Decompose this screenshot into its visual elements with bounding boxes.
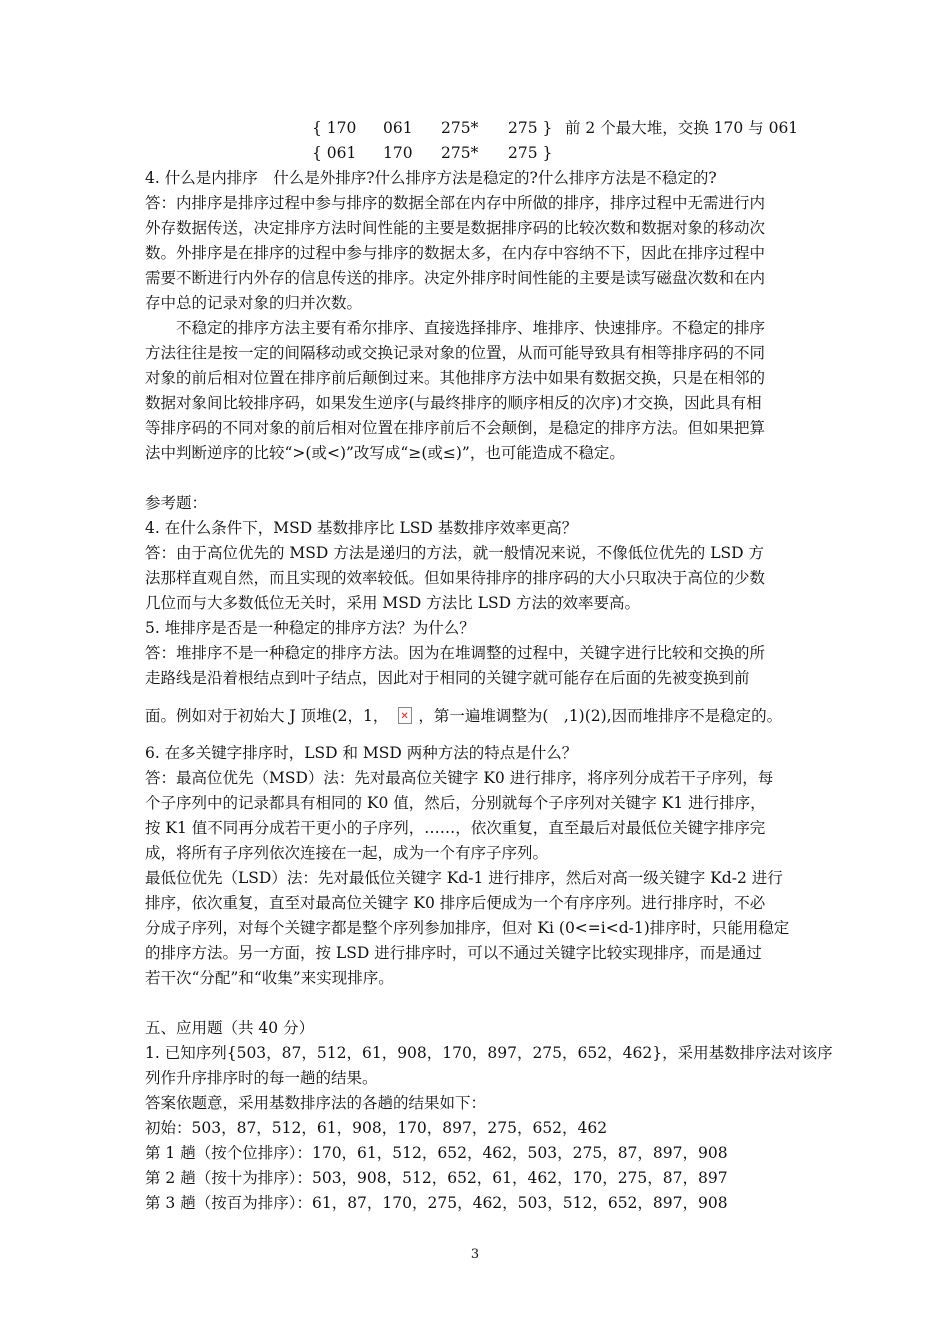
question-4-heading: 4. 什么是内排序 什么是外排序?什么排序方法是稳定的?什么排序方法是不稳定的? (145, 169, 717, 187)
text-line: 法那样直观自然，而且实现的效率较低。但如果待排序的排序码的大小只取决于高位的少数 (145, 569, 766, 587)
question-heading: 6. 在多关键字排序时，LSD 和 MSD 两种方法的特点是什么？ (145, 744, 578, 762)
text-line: 个子序列中的记录都具有相同的 K0 值，然后，分别就每个子序列对关键字 K1 进行排序， (145, 794, 766, 812)
heap-cell: { 170 (312, 119, 357, 137)
text-line: 初始：503，87，512，61，908，170，897，275，652，462 (145, 1119, 608, 1137)
text-line: 最低位优先（LSD）法：先对最低位关键字 Kd-1 进行排序，然后对高一级关键字 Kd-2 进行 (145, 869, 783, 887)
heap-example-line (145, 706, 782, 726)
text-line: 法中判断逆序的比较“>(或<)”改写成“≥(或≤)”，也可能造成不稳定。 (145, 444, 625, 462)
heap-cell: 275 } (508, 119, 553, 137)
text-line: 需要不断进行内外存的信息传送的排序。决定外排序时间性能的主要是读写磁盘次数和在内 (145, 269, 766, 287)
text-line: 列作升序排序时的每一趟的结果。 (145, 1069, 378, 1087)
text-line: 数。外排序是在排序的过程中参与排序的数据太多，在内存中容纳不下，因此在排序过程中 (145, 244, 766, 262)
text-line: 成，将所有子序列依次连接在一起，成为一个有序子序列。 (145, 844, 549, 862)
text-line: 第 3 趟（按百为排序）：61，87，170，275，462，503，512，652，897，908 (145, 1194, 728, 1212)
text-line: 数据对象间比较排序码，如果发生逆序(与最终排序的顺序相反的次序)才交换，因此具有相 (145, 394, 762, 412)
text-line: 排序，依次重复，直至对最高位关键字 K0 排序后便成为一个有序序列。进行排序时，不必 (145, 894, 766, 912)
heap-cell: 170 (383, 144, 413, 162)
text-line: 几位而与大多数低位无关时，采用 MSD 方法比 LSD 方法的效率要高。 (145, 594, 640, 612)
reference-heading: 参考题： (145, 494, 208, 512)
text-line: 答案依题意，采用基数排序法的各趟的结果如下： (145, 1094, 487, 1112)
text-fragment: 面。例如对于初始大 J 顶堆(2，1， (145, 707, 389, 725)
text-line: 答：内排序是排序过程中参与排序的数据全部在内存中所做的排序，排序过程中无需进行内 (145, 194, 766, 212)
text-line: 答：由于高位优先的 MSD 方法是递归的方法，就一般情况来说，不像低位优先的 LSD 方 (145, 544, 764, 562)
page-number: 3 (470, 1247, 480, 1262)
heap-note: 前 2 个最大堆，交换 170 与 061 (565, 119, 799, 137)
heap-cell: 061 (383, 119, 413, 137)
heap-cell: 275* (441, 144, 479, 162)
section-heading: 五、应用题（共 40 分） (145, 1019, 315, 1037)
question-heading: 4. 在什么条件下，MSD 基数排序比 LSD 基数排序效率更高？ (145, 519, 578, 537)
heap-cell: 275 } (508, 144, 553, 162)
text-line: 存中总的记录对象的归并次数。 (145, 294, 363, 312)
text-line: 分成子序列，对每个关键字都是整个序列参加排序，但对 Ki (0<=i<d-1)排序时，只能用稳定 (145, 919, 790, 937)
text-line: 方法往往是按一定的间隔移动或交换记录对象的位置，从而可能导致具有相等排序码的不同 (145, 344, 766, 362)
text-line: 答：最高位优先（MSD）法：先对最高位关键字 K0 进行排序，将序列分成若干子序列，每 (145, 769, 774, 787)
heap-cell: 275* (441, 119, 479, 137)
text-line: 的排序方法。另一方面，按 LSD 进行排序时，可以不通过关键字比较实现排序，而是通过 (145, 944, 762, 962)
question-heading: 5. 堆排序是否是一种稳定的排序方法？为什么？ (145, 619, 475, 637)
text-line: 对象的前后相对位置在排序前后颠倒过来。其他排序方法中如果有数据交换，只是在相邻的 (145, 369, 766, 387)
text-line: 不稳定的排序方法主要有希尔排序、直接选择排序、堆排序、快速排序。不稳定的排序 (145, 319, 766, 337)
text-line: 走路线是沿着根结点到叶子结点，因此对于相同的关键字就可能存在后面的先被变换到前 (145, 669, 750, 687)
broken-image-icon (398, 707, 412, 724)
text-fragment: ，第一遍堆调整为( ,1)(2),因而堆排序不是稳定的。 (418, 707, 783, 725)
text-line: 若干次“分配”和“收集”来实现排序。 (145, 969, 394, 987)
text-line: 外存数据传送，决定排序方法时间性能的主要是数据排序码的比较次数和数据对象的移动次 (145, 219, 766, 237)
text-line: 按 K1 值不同再分成若干更小的子序列，……，依次重复，直至最后对最低位关键字排序完 (145, 819, 766, 837)
text-line: 第 1 趟（按个位排序）：170，61，512，652，462，503，275，87，897，908 (145, 1144, 728, 1162)
text-line: 答：堆排序不是一种稳定的排序方法。因为在堆调整的过程中，关键字进行比较和交换的所 (145, 644, 766, 662)
heap-cell: { 061 (312, 144, 357, 162)
text-line: 1. 已知序列{503，87，512，61，908，170，897，275，652，462}，采用基数排序法对该序 (145, 1044, 833, 1062)
text-line: 等排序码的不同对象的前后相对位置在排序前后不会颠倒，是稳定的排序方法。但如果把算 (145, 419, 766, 437)
text-line: 第 2 趟（按十为排序）：503，908，512，652，61，462，170，275，87，897 (145, 1169, 728, 1187)
